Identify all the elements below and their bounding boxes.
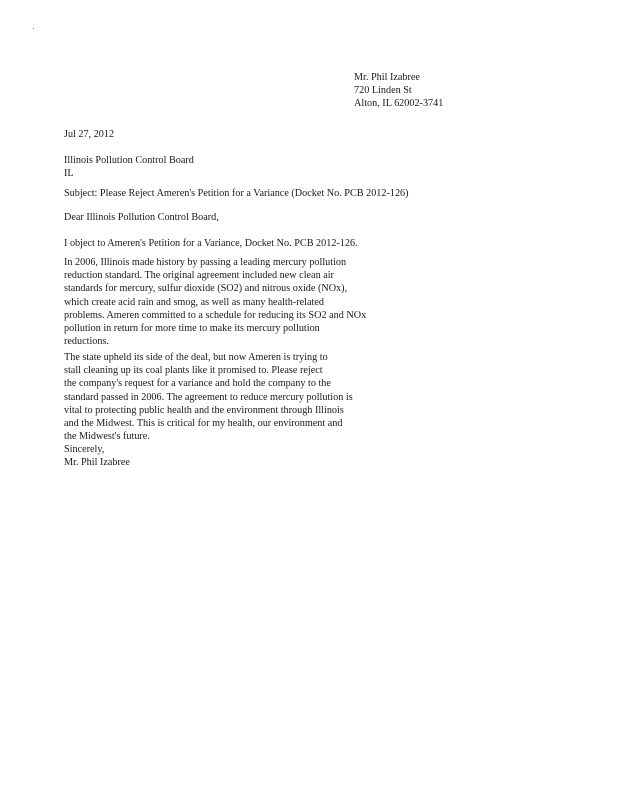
paragraph-line: reduction standard. The original agreement included new clean air <box>64 270 334 282</box>
paragraph-line: which create acid rain and smog, as well as many health-related <box>64 296 324 308</box>
recipient-org: Illinois Pollution Control Board <box>64 155 194 166</box>
salutation-text: Dear Illinois Pollution Control Board, <box>64 212 219 223</box>
paragraph-line: and the Midwest. This is critical for my health, our environment and <box>64 417 343 429</box>
signature-name: Mr. Phil Izabree <box>64 457 130 469</box>
body-paragraph-2 <box>64 351 353 443</box>
paragraph-line: the Midwest's future. <box>64 431 150 443</box>
sender-name: Mr. Phil Izabree <box>354 72 420 83</box>
sender-address <box>354 71 443 111</box>
paragraph-line: pollution in return for more time to make its mercury pollution <box>64 322 320 334</box>
paragraph-line: standard passed in 2006. The agreement to reduce mercury pollution is <box>64 391 353 403</box>
objection-line <box>64 237 358 250</box>
salutation <box>64 211 219 224</box>
recipient-address <box>64 154 194 180</box>
objection-text: I object to Ameren's Petition for a Variance, Docket No. PCB 2012-126. <box>64 238 358 249</box>
sender-street: 720 Linden St <box>354 85 412 97</box>
paragraph-line: In 2006, Illinois made history by passing a leading mercury pollution <box>64 257 347 268</box>
paragraph-line: the company's request for a variance and hold the company to the <box>64 378 331 390</box>
closing-block <box>64 443 130 469</box>
body-paragraph-1 <box>64 256 366 348</box>
letter-date <box>64 128 114 141</box>
paragraph-line: problems. Ameren committed to a schedule for reducing its SO2 and NOx <box>64 309 367 321</box>
recipient-state: IL <box>64 168 74 180</box>
paragraph-line: The state upheld its side of the deal, but now Ameren is trying to <box>64 352 328 363</box>
scan-speck <box>33 28 34 29</box>
paragraph-line: standards for mercury, sulfur dioxide (SO2) and nitrous oxide (NOx), <box>64 283 348 295</box>
sender-city: Alton, IL 62002-3741 <box>354 98 444 110</box>
subject-line <box>64 187 409 200</box>
paragraph-line: reductions. <box>64 336 109 348</box>
valediction: Sincerely, <box>64 444 105 455</box>
date-text: Jul 27, 2012 <box>64 129 115 140</box>
paragraph-line: stall cleaning up its coal plants like it promised to. Please reject <box>64 365 323 377</box>
subject-text: Subject: Please Reject Ameren's Petition for a Variance (Docket No. PCB 2012-126) <box>64 188 409 199</box>
paragraph-line: vital to protecting public health and the environment through Illinois <box>64 404 344 416</box>
